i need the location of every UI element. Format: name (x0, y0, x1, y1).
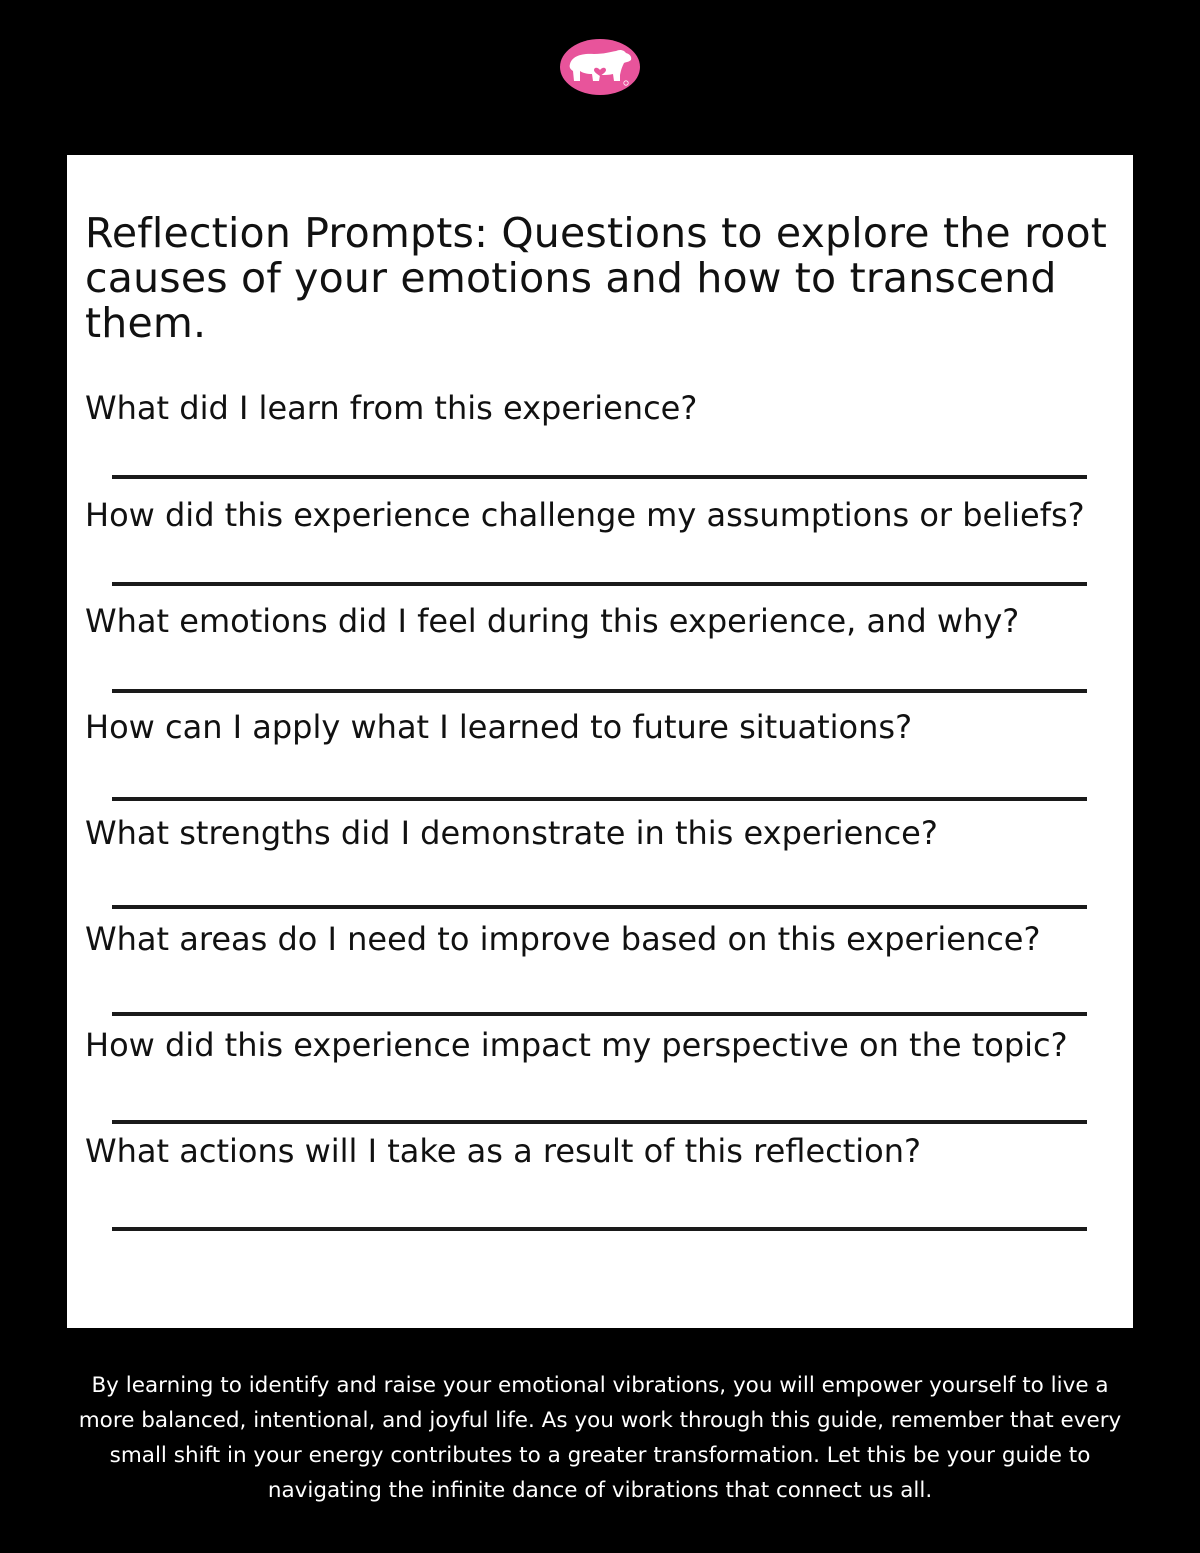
answer-line-2[interactable] (112, 582, 1087, 586)
worksheet-card (67, 155, 1133, 1328)
prompt-3: What emotions did I feel during this experience, and why? (85, 602, 1020, 640)
prompt-2: How did this experience challenge my assumptions or beliefs? (85, 496, 1085, 534)
polar-bear-logo-icon (560, 39, 640, 95)
answer-line-1[interactable] (112, 475, 1087, 479)
answer-line-6[interactable] (112, 1012, 1087, 1016)
worksheet-title: Reflection Prompts: Questions to explore the root causes of your emotions and how to transcend them. (85, 209, 1108, 347)
answer-line-7[interactable] (112, 1120, 1087, 1124)
prompt-7: How did this experience impact my perspective on the topic? (85, 1026, 1068, 1064)
prompt-4: How can I apply what I learned to future situations? (85, 708, 913, 746)
prompt-6: What areas do I need to improve based on this experience? (85, 920, 1041, 958)
prompt-8: What actions will I take as a result of this reflection? (85, 1132, 921, 1170)
answer-line-3[interactable] (112, 689, 1087, 693)
answer-line-4[interactable] (112, 797, 1087, 801)
prompt-5: What strengths did I demonstrate in this experience? (85, 814, 938, 852)
prompt-1: What did I learn from this experience? (85, 389, 698, 427)
answer-line-5[interactable] (112, 905, 1087, 909)
answer-line-8[interactable] (112, 1227, 1087, 1231)
footer-text: By learning to identify and raise your emotional vibrations, you will empower yourself to live a more balanced, intentional, and joyful life. As you work through this guide, remember that every small shift in your energy contributes to a greater transformation. Let this be your guide to navigating the infinite dance of vibrations that connect us all. (78, 1373, 1122, 1503)
